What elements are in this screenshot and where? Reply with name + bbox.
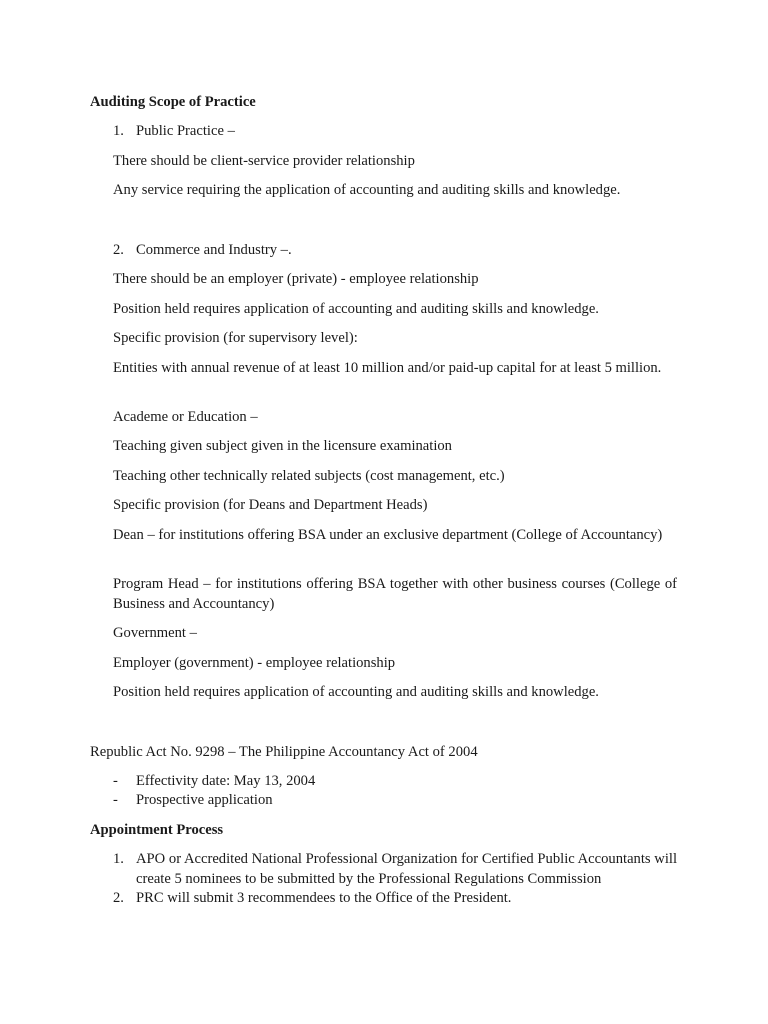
list-item	[0, 791, 768, 811]
paragraph: Any service requiring the application of accounting and auditing skills and knowledge.	[113, 182, 621, 198]
republic-act-title: Republic Act No. 9298 – The Philippine Accountancy Act of 2004	[90, 744, 478, 760]
subsection-title-government: Government –	[113, 625, 197, 641]
list-item	[0, 772, 768, 792]
section-heading-appointment: Appointment Process	[90, 822, 224, 838]
list-item	[0, 850, 768, 890]
section-heading-scope: Auditing Scope of Practice	[90, 94, 256, 110]
paragraph: Position held requires application of accounting and auditing skills and knowledge.	[113, 301, 599, 317]
paragraph: Specific provision (for Deans and Department Heads)	[113, 497, 428, 513]
paragraph: Specific provision (for supervisory level):	[113, 330, 358, 346]
paragraph: Entities with annual revenue of at least 10 million and/or paid-up capital for at least 5 million.	[113, 360, 662, 376]
bullet-dash: -	[113, 792, 118, 808]
paragraph: There should be client-service provider relationship	[113, 153, 415, 169]
list-number: 2.	[113, 242, 124, 258]
list-item-text: APO or Accredited National Professional Organization for Certified Public Accountants will create 5 nominees to be submitted by the Professional Regulations Commission	[136, 851, 677, 887]
list-item-public-practice	[0, 122, 768, 142]
list-number: 2.	[113, 890, 124, 906]
paragraph: Teaching given subject given in the licensure examination	[113, 438, 452, 454]
paragraph: Teaching other technically related subjects (cost management, etc.)	[113, 468, 505, 484]
bullet-text: Effectivity date: May 13, 2004	[136, 773, 316, 789]
bullet-text: Prospective application	[136, 792, 273, 808]
paragraph: There should be an employer (private) - employee relationship	[113, 271, 479, 287]
list-number: 1.	[113, 123, 124, 139]
list-item-title: Commerce and Industry –.	[136, 242, 292, 258]
list-item-commerce-industry	[0, 241, 768, 261]
paragraph: Employer (government) - employee relationship	[113, 655, 396, 671]
list-item-title: Public Practice –	[136, 123, 235, 139]
list-item	[0, 889, 768, 909]
list-number: 1.	[113, 851, 124, 867]
list-item-text: PRC will submit 3 recommendees to the Office of the President.	[136, 890, 512, 906]
subsection-title-academe: Academe or Education –	[113, 409, 258, 425]
bullet-dash: -	[113, 773, 118, 789]
paragraph: Program Head – for institutions offering BSA together with other business courses (College of Business and Accountancy)	[113, 576, 677, 612]
paragraph: Dean – for institutions offering BSA under an exclusive department (College of Accountancy)	[113, 527, 663, 543]
paragraph: Position held requires application of accounting and auditing skills and knowledge.	[113, 684, 599, 700]
